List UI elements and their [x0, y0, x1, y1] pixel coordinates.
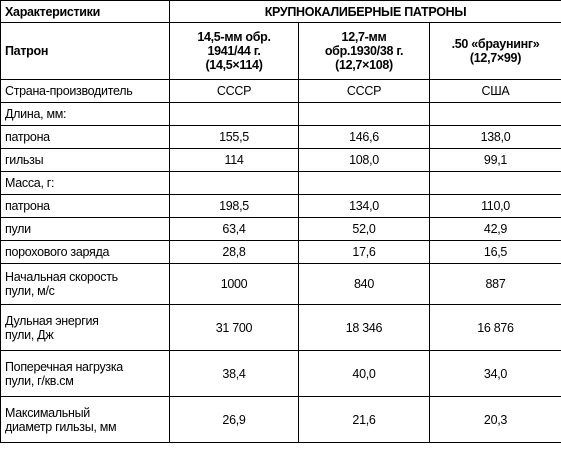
row-value: 146,6	[299, 126, 430, 149]
table-row	[1, 241, 561, 264]
row-value: США	[430, 80, 561, 103]
cartridge-name-3: .50 «браунинг» (12,7×99)	[430, 23, 561, 80]
row-label: Поперечная нагрузка пули, г/кв.см	[1, 351, 170, 397]
table-row	[1, 172, 561, 195]
row-value: 28,8	[170, 241, 299, 264]
row-value: 18 346	[299, 305, 430, 351]
row-label: патрона	[1, 126, 170, 149]
row-label: гильзы	[1, 149, 170, 172]
table-row	[1, 218, 561, 241]
row-label: Длина, мм:	[1, 103, 170, 126]
row-value	[170, 172, 299, 195]
row-value	[299, 172, 430, 195]
table-row	[1, 264, 561, 305]
row-value: 887	[430, 264, 561, 305]
row-value: 21,6	[299, 397, 430, 443]
row-label: патрона	[1, 195, 170, 218]
table-row	[1, 351, 561, 397]
table-row	[1, 305, 561, 351]
row-value	[170, 103, 299, 126]
cartridge-label: Патрон	[1, 23, 170, 80]
row-label: Дульная энергия пули, Дж	[1, 305, 170, 351]
cartridge-header-row	[1, 23, 561, 80]
row-value: 155,5	[170, 126, 299, 149]
row-value: 42,9	[430, 218, 561, 241]
row-value: 17,6	[299, 241, 430, 264]
row-value: 40,0	[299, 351, 430, 397]
row-value: 114	[170, 149, 299, 172]
table-row	[1, 103, 561, 126]
row-value: 1000	[170, 264, 299, 305]
row-value: 840	[299, 264, 430, 305]
row-value	[430, 172, 561, 195]
table-row	[1, 195, 561, 218]
characteristics-header: Характеристики	[1, 1, 170, 23]
row-label: порохового заряда	[1, 241, 170, 264]
row-value: 138,0	[430, 126, 561, 149]
row-label: Максимальный диаметр гильзы, мм	[1, 397, 170, 443]
row-value: 31 700	[170, 305, 299, 351]
row-value: 110,0	[430, 195, 561, 218]
table-row	[1, 149, 561, 172]
cartridge-name-2: 12,7-мм обр.1930/38 г. (12,7×108)	[299, 23, 430, 80]
row-value: 20,3	[430, 397, 561, 443]
row-value: 16 876	[430, 305, 561, 351]
row-value: СССР	[299, 80, 430, 103]
row-label: Начальная скорость пули, м/с	[1, 264, 170, 305]
table-row	[1, 397, 561, 443]
row-label: Страна-производитель	[1, 80, 170, 103]
row-value: 134,0	[299, 195, 430, 218]
row-value	[430, 103, 561, 126]
table-row	[1, 80, 561, 103]
table-row	[1, 126, 561, 149]
row-value: 52,0	[299, 218, 430, 241]
row-value	[299, 103, 430, 126]
group-title: КРУПНОКАЛИБЕРНЫЕ ПАТРОНЫ	[170, 1, 561, 23]
table-header-row	[1, 1, 561, 23]
row-value: 34,0	[430, 351, 561, 397]
row-value: 63,4	[170, 218, 299, 241]
row-value: 99,1	[430, 149, 561, 172]
row-value: 198,5	[170, 195, 299, 218]
cartridge-name-1: 14,5-мм обр. 1941/44 г. (14,5×114)	[170, 23, 299, 80]
row-value: СССР	[170, 80, 299, 103]
row-value: 38,4	[170, 351, 299, 397]
row-value: 108,0	[299, 149, 430, 172]
row-label: пули	[1, 218, 170, 241]
row-value: 16,5	[430, 241, 561, 264]
row-label: Масса, г:	[1, 172, 170, 195]
row-value: 26,9	[170, 397, 299, 443]
